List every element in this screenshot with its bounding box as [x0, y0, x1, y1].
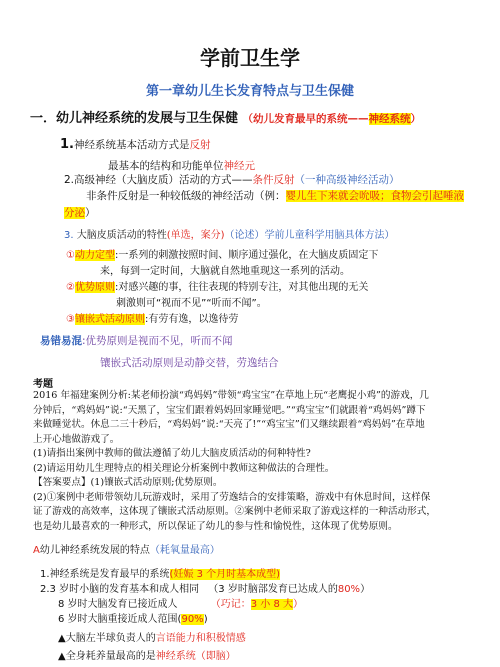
dev2-close: ）	[360, 584, 371, 595]
item3-red: (单选，案分)	[166, 230, 225, 241]
principle-1-cont: 来，每到一定时间，大脑就自然地重现这一系列的活动。	[100, 266, 350, 277]
tri2-text: 全身耗养量最高的是	[65, 651, 156, 662]
item3-line	[64, 226, 395, 241]
exam-line: 来做睡觉状。休息二三十秒后，“鸡妈妈”说:“天亮了!”“鸡宝宝”们又继续跟着“鸡妈妈”在草地	[33, 419, 425, 430]
exam-line: (1)请指出案例中教师的做法遵循了幼儿大脑皮质活动的何种特性?	[33, 448, 311, 459]
item2-nc-line	[64, 188, 474, 222]
exam-line: 【答案要点】(1)镶嵌式活动原则;优势原则。	[33, 477, 223, 488]
dev1-highlight: (妊娠 3 个月时基本成型)	[169, 569, 281, 580]
exam-line: (2)①案例中老师带领幼儿玩游戏时，采用了劳逸结合的安排策略，游戏中有休息时间，这样保	[33, 491, 431, 503]
tri2-red: 神经系统	[155, 651, 196, 662]
dev2-note: （3 岁时脑部发育已达成人的	[208, 584, 338, 595]
triangle-line-2	[58, 647, 236, 662]
principle-2-mark: ②	[66, 282, 75, 293]
item1-basic-text: 最基本的结构和功能单位	[108, 160, 224, 172]
item2-blue: （一种高级神经活动）	[294, 174, 400, 186]
dev3-tip	[211, 599, 303, 610]
dev3-tip-open: （巧记：	[210, 599, 251, 610]
dev2-text: 2.3 岁时小脑的发育基本和成人相同	[40, 584, 200, 595]
principle-3	[66, 310, 238, 325]
tri2-close: （即脑）	[195, 651, 236, 662]
tri1-text: 大脑左半球负责人的	[65, 633, 156, 644]
dev3-tip-highlight: 3 小 8 大	[250, 599, 293, 610]
exam-label: 考题	[33, 379, 53, 390]
section2-heading	[33, 541, 220, 556]
item1-basic-line	[108, 158, 255, 173]
principle-2-name: 优势原则	[74, 282, 115, 293]
exam-block	[33, 389, 436, 534]
item2-nc-close: ）	[85, 207, 96, 219]
principle-3-mark: ③	[66, 314, 75, 325]
item2-nc-highlight: 婴儿生下来就会吮吸；食物会引起唾液分泌	[64, 190, 464, 219]
section1-note-close: ）	[410, 113, 422, 125]
item2-nc-text: 非条件反射是一种较低级的神经活动（例：	[86, 190, 286, 202]
exam-line: (2)请运用幼儿生理特点的相关理论分析案例中教师这种做法的合理性。	[33, 462, 335, 474]
confuse-text1: :优势原则是视而不见，听而不闻	[82, 335, 233, 347]
exam-line: 上开心地做游戏了。	[33, 433, 120, 445]
principle-1-text: :一系列的刺激按照时间、顺序通过强化，在大脑皮质固定下	[114, 250, 379, 261]
item2-text: 2.高级神经（大脑皮质）活动的方式——	[64, 174, 253, 186]
exam-line: 2016 年福建案例分析:某老师扮演“鸡妈妈”带领“鸡宝宝”在草地上玩“老鹰捉小鸡”的游戏，几	[33, 390, 429, 401]
item3-blue: （论述）学前儿童科学用脑具体方法）	[224, 230, 395, 241]
triangle-icon: ▲	[58, 633, 66, 644]
tri1-red: 言语能力和积极情感	[155, 633, 246, 644]
principle-1-mark: ①	[66, 250, 75, 261]
section2-heading-text: 幼儿神经系统发展的特点	[39, 545, 150, 556]
exam-line: 证了游戏的高效率，这体现了镶嵌式活动原则。②案例中老师采取了游戏这样的一种活动形式，	[33, 506, 436, 517]
dev4-highlight: 90%	[181, 614, 204, 625]
dev3-text: 8 岁时大脑发育已接近成人	[58, 599, 178, 610]
dev-line-2	[40, 580, 370, 595]
principle-2-cont: 刺激则可“视而不见”“听而不闻”。	[116, 298, 267, 309]
item1-text: 神经系统基本活动方式是	[73, 139, 190, 151]
confuse-label: 易错易混	[40, 335, 82, 347]
item3-text: 大脑皮质活动的特性	[76, 230, 167, 241]
item1-line	[60, 137, 210, 152]
item2-line	[64, 172, 400, 187]
item1-basic-red: 神经元	[223, 160, 255, 172]
item1-num: 1.	[60, 137, 74, 152]
item2-red: 条件反射	[252, 174, 295, 186]
section1-note-open: （	[242, 113, 254, 125]
triangle-line-1	[58, 629, 246, 644]
section1-note	[243, 113, 422, 125]
dev-line-3	[58, 595, 303, 610]
dev-line-4	[58, 610, 208, 625]
dev-line-1	[40, 565, 280, 580]
section1-note-red: 幼儿发育最早的系统——	[253, 113, 369, 125]
confuse-line1	[40, 333, 233, 348]
principle-3-text: :有劳有逸，以逸待劳	[144, 314, 239, 325]
principle-1	[66, 246, 378, 261]
section1-heading	[30, 107, 421, 126]
dev4-close: )	[203, 614, 208, 625]
exam-line: 分钟后，“鸡妈妈”说:“天黑了，宝宝们跟着妈妈回家睡觉吧。”“鸡宝宝”们就跟着“鸡妈妈”蹲下	[33, 404, 426, 416]
chapter-title: 第一章幼儿生长发育特点与卫生保健	[145, 84, 354, 99]
dev1-text: 1.神经系统是发育最早的系统	[40, 569, 170, 580]
item3-num: 3.	[64, 230, 74, 241]
section1-heading-text: 一．幼儿神经系统的发展与卫生保健	[30, 111, 239, 126]
exam-line: 也是幼儿最喜欢的一种形式，所以保证了幼儿的参与性和愉悦性，这体现了优势原则。	[33, 520, 398, 532]
section2-note: （耗氧量最高）	[149, 545, 220, 556]
section1-note-highlight: 神经系统	[368, 113, 411, 125]
section2-prefix: A	[33, 545, 40, 556]
dev2-red: 80%	[337, 584, 361, 595]
confuse-line2: 镶嵌式活动原则是动静交替，劳逸结合	[100, 357, 279, 369]
dev4-text: 6 岁时大脑重接近成人范围(	[58, 614, 182, 625]
page-title: 学前卫生学	[200, 46, 300, 70]
principle-2	[66, 278, 368, 293]
triangle-icon: ▲	[58, 651, 66, 662]
principle-1-name: 动力定型	[74, 250, 115, 261]
item1-red: 反射	[189, 139, 211, 151]
principle-3-name: 镶嵌式活动原则	[74, 314, 145, 325]
principle-2-text: :对感兴趣的事，往往表现的特别专注，对其他出现的无关	[114, 282, 369, 293]
dev3-tip-close: ）	[293, 599, 303, 610]
